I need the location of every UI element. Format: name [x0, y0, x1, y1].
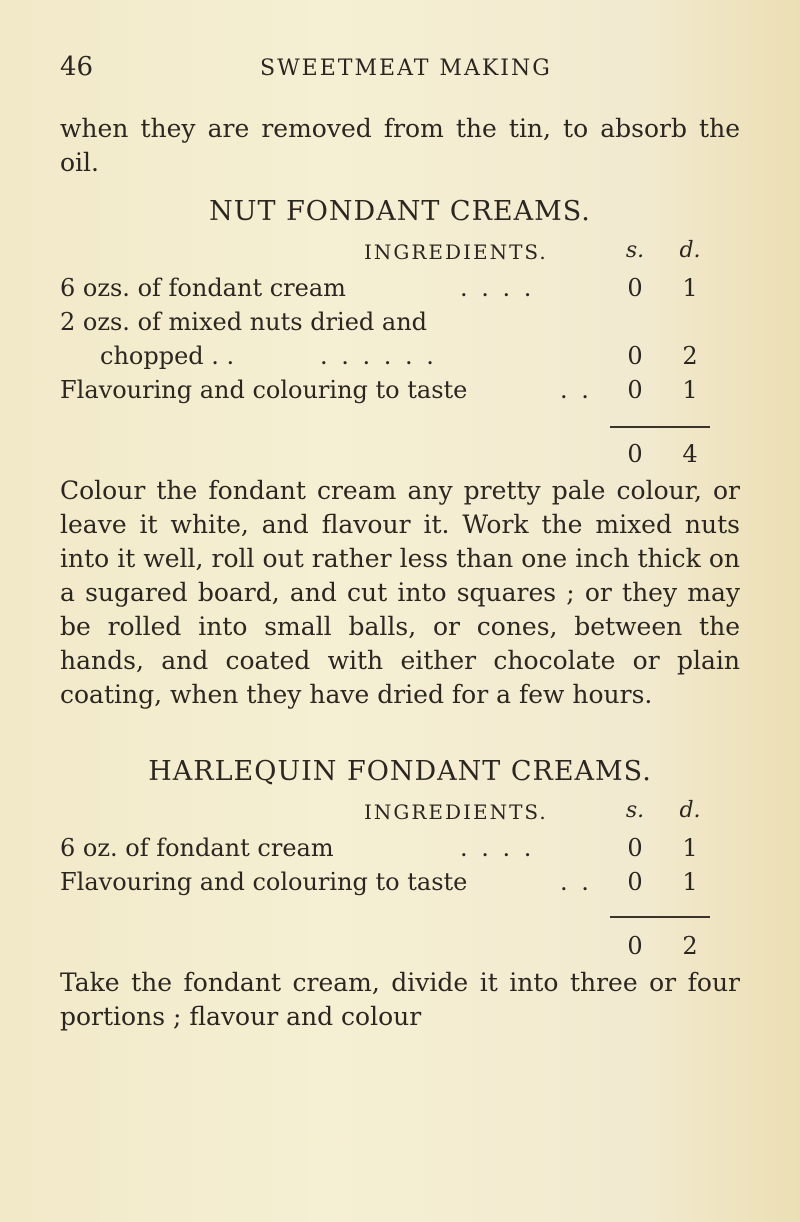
intro-paragraph: when they are removed from the tin, to absorb the oil.	[60, 114, 740, 177]
nut-pence-header: d.	[679, 238, 701, 263]
harlequin-ingredient-row	[60, 834, 740, 868]
pence-value: 1	[682, 834, 698, 862]
nut-section-title: NUT FONDANT CREAMS.	[209, 196, 591, 227]
ingredient-label: 6 oz. of fondant cream	[60, 834, 334, 862]
shillings-value: 0	[627, 834, 643, 862]
harlequin-total-row	[60, 932, 740, 966]
leader-dots: . .	[560, 868, 592, 896]
shillings-value: 0	[627, 376, 643, 404]
leader-dots: . . . .	[460, 834, 535, 862]
ingredient-label: chopped . .	[100, 342, 235, 370]
shillings-value: 0	[627, 342, 643, 370]
harlequin-shillings-header: s.	[625, 798, 645, 823]
nut-ingredient-row	[60, 308, 740, 342]
total-pence: 4	[682, 440, 698, 468]
leader-dots: . .	[560, 376, 592, 404]
total-pence: 2	[682, 932, 698, 960]
pence-value: 1	[682, 868, 698, 896]
pence-value: 1	[682, 274, 698, 302]
nut-ingredient-row	[60, 274, 740, 308]
nut-method-paragraph: Colour the fondant cream any pretty pale colour, or leave it white, and flavour it. Work the mixed nuts into it well, roll out rather less than one inch thick on a sugared board, and cut into squares ; or they may be rolled into small balls, or cones, between the hands, and coated with either chocolate or plain coating, when they have dried for a few hours.	[60, 476, 740, 709]
nut-total-rule	[610, 426, 710, 428]
total-shillings: 0	[627, 440, 643, 468]
page-number: 46	[60, 52, 94, 82]
ingredient-label: 6 ozs. of fondant cream	[60, 274, 346, 302]
harlequin-method-paragraph: Take the fondant cream, divide it into three or four portions ; flavour and colour	[60, 968, 740, 1031]
running-head: SWEETMEAT MAKING	[260, 56, 552, 81]
page-header	[60, 52, 740, 92]
nut-shillings-header: s.	[625, 238, 645, 263]
leader-dots: . . . . . .	[320, 342, 437, 370]
harlequin-ingredients-heading: INGREDIENTS.	[364, 800, 548, 824]
ingredient-label: Flavouring and colouring to taste	[60, 868, 468, 896]
harlequin-ingredient-row	[60, 868, 740, 902]
shillings-value: 0	[627, 274, 643, 302]
leader-dots: . . . .	[460, 274, 535, 302]
pence-value: 2	[682, 342, 698, 370]
ingredient-label: 2 ozs. of mixed nuts dried and	[60, 308, 428, 336]
nut-ingredients-heading: INGREDIENTS.	[364, 240, 548, 264]
total-shillings: 0	[627, 932, 643, 960]
harlequin-total-rule	[610, 916, 710, 918]
pence-value: 1	[682, 376, 698, 404]
shillings-value: 0	[627, 868, 643, 896]
nut-ingredient-row	[60, 376, 740, 410]
nut-ingredient-row	[60, 342, 740, 376]
nut-total-row	[60, 440, 740, 474]
harlequin-section-title: HARLEQUIN FONDANT CREAMS.	[148, 756, 652, 787]
harlequin-pence-header: d.	[679, 798, 701, 823]
ingredient-label: Flavouring and colouring to taste	[60, 376, 468, 404]
